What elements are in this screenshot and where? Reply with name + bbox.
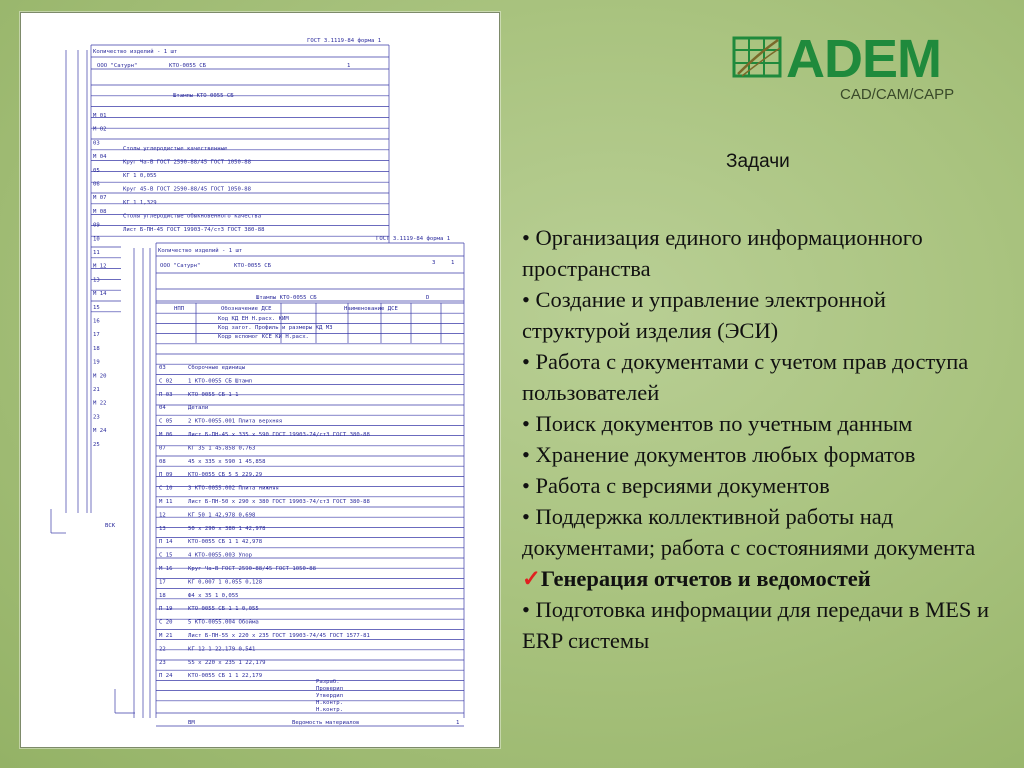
front-row-text: КГ 0,007 1 0,055 0,128 xyxy=(188,579,263,586)
back-row-number: 11 xyxy=(93,250,100,256)
back-row-text: Круг 45-В ГОСТ 2590-88/45 ГОСТ 1050-88 xyxy=(123,186,251,193)
bullet-icon: • xyxy=(522,473,536,498)
back-header: Количество изделий - 1 шт xyxy=(93,49,178,55)
back-row-number: М 02 xyxy=(93,126,107,133)
front-row-number: П 24 xyxy=(159,673,173,680)
task-item-text: Организация единого информационного пространства xyxy=(522,225,923,281)
back-row-number: 19 xyxy=(93,359,100,366)
front-row-number: С 02 xyxy=(159,378,173,385)
front-footer-left: ВМ xyxy=(188,720,195,726)
front-row-text: 1 КТО-0055 СБ Штамп xyxy=(188,378,252,385)
front-row-number: 04 xyxy=(159,405,166,412)
front-row-number: С 20 xyxy=(159,619,173,626)
front-sign-label: Утвердил xyxy=(316,693,343,699)
document-preview xyxy=(20,12,500,748)
bullet-icon: • xyxy=(522,225,536,250)
front-row-text: 5 КТО-0055.004 Обойма xyxy=(188,619,259,626)
task-item xyxy=(522,222,992,284)
task-item xyxy=(522,470,992,501)
bullet-icon: • xyxy=(522,504,536,529)
front-company: ООО "Сатурн" xyxy=(160,263,201,269)
back-row-number: 06 xyxy=(93,181,100,188)
front-row-number: 12 xyxy=(159,512,166,519)
front-row-text: 4 КТО-0055.003 Упор xyxy=(188,552,252,559)
back-row-number: 21 xyxy=(93,387,100,393)
task-item-text: Работа с версиями документов xyxy=(535,473,830,498)
front-row-number: М 11 xyxy=(159,499,173,505)
front-row-number: 22 xyxy=(159,646,166,653)
front-sheet-b: 1 xyxy=(451,260,455,266)
back-row-number: 03 xyxy=(93,140,100,147)
front-row-number: 13 xyxy=(159,525,166,532)
front-row-text: КГ 50 1 42,978 0,698 xyxy=(188,512,256,519)
front-row-text: КТО-0055 СБ 1 1 42,978 xyxy=(188,539,263,546)
slide-title: Задачи xyxy=(726,151,790,172)
task-item-text: Работа с документами с учетом прав доступа пользователей xyxy=(522,349,969,405)
front-row-text: КГ 12 1 22,179 0,541 xyxy=(188,646,256,653)
front-row-number: С 10 xyxy=(159,485,173,492)
back-row-number: М 24 xyxy=(93,428,107,435)
back-row-text: Столы углеродистые обыкновенного качества xyxy=(123,213,262,220)
back-row-text: КГ 1 1,329 xyxy=(123,200,157,206)
front-row-number: 17 xyxy=(159,579,166,586)
adem-logo xyxy=(732,29,984,104)
front-row-text: КТО-0055 СБ 1 1 xyxy=(188,391,239,398)
back-row-number: М 07 xyxy=(93,195,107,202)
front-row-number: 08 xyxy=(159,458,166,465)
back-row-number: 05 xyxy=(93,167,100,174)
back-row-number: 09 xyxy=(93,222,100,229)
bullet-icon: • xyxy=(522,411,536,436)
front-row-text: 3 КТО-0055.002 Плита нижняя xyxy=(188,485,279,492)
front-row-number: М 21 xyxy=(159,633,173,639)
back-row-number: М 04 xyxy=(93,154,107,161)
front-row-text: Сборочные единицы xyxy=(188,365,246,371)
task-item xyxy=(522,346,992,408)
front-row-number: 23 xyxy=(159,659,166,666)
task-item xyxy=(522,563,992,594)
logo-mark-icon xyxy=(732,34,784,80)
front-row-number: П 19 xyxy=(159,606,173,613)
front-row-text: Лист Б-ПН-55 х 220 х 235 ГОСТ 19903-74/45 ГОСТ 1577-81 xyxy=(188,633,370,639)
back-row-number: М 20 xyxy=(93,373,107,380)
front-row-number: С 05 xyxy=(159,418,173,425)
back-row-number: 15 xyxy=(93,304,100,311)
back-row-number: 16 xyxy=(93,318,100,325)
front-code: КТО-0055 СБ xyxy=(234,263,272,269)
front-sub: Штампы КТО-0055 СБ xyxy=(256,295,317,301)
back-row-number: 10 xyxy=(93,236,100,243)
bullet-icon: • xyxy=(522,597,536,622)
bullet-icon: • xyxy=(522,349,536,374)
front-row-text: 2 КТО-0055.001 Плита верхняя xyxy=(188,418,283,425)
task-item xyxy=(522,284,992,346)
front-row-number: П 09 xyxy=(159,472,173,479)
front-sub-d: D xyxy=(426,295,430,301)
material-list-drawing xyxy=(21,13,499,747)
logo-word: ADEM xyxy=(786,29,941,89)
task-item xyxy=(522,501,992,563)
front-row-text: Лист Б-ПН-45 х 335 х 590 ГОСТ 19903-74/ст3 ГОСТ 380-88 xyxy=(188,432,370,438)
front-row-number: 03 xyxy=(159,365,166,371)
back-code: КТО-0055 СБ xyxy=(169,63,207,69)
front-head-col: НПП xyxy=(174,306,185,312)
front-sign-label: Проверил xyxy=(316,686,343,692)
front-footer-mid: Ведомость материалов xyxy=(292,720,360,726)
task-item-text: Поддержка коллективной работы над документами; работа с состояниями документа xyxy=(522,504,976,560)
task-item-text: Подготовка информации для передачи в MES и ERP системы xyxy=(522,597,989,653)
front-row-number: 18 xyxy=(159,592,166,599)
front-sheet-a: 3 xyxy=(432,260,436,266)
back-row-number: 17 xyxy=(93,332,100,339)
front-sign-label: Н.контр. xyxy=(316,700,343,706)
back-row-number: М 12 xyxy=(93,263,107,270)
front-footer-right: 1 xyxy=(456,720,460,726)
task-list xyxy=(522,222,992,656)
front-row-text: Детали xyxy=(188,405,209,412)
back-row-number: 25 xyxy=(93,441,100,448)
back-row-number: 13 xyxy=(93,277,100,284)
front-head-col: Наименование ДСЕ xyxy=(344,306,398,312)
front-row-number: П 14 xyxy=(159,539,173,546)
front-row-number: С 15 xyxy=(159,552,173,559)
front-head-row: Кодр вспомог КСЕ КИ Н.расх. xyxy=(218,334,309,340)
back-row-number: 18 xyxy=(93,345,100,352)
front-row-text: 45 х 335 х 590 1 45,858 xyxy=(188,458,266,465)
front-row-text: КГ 35 1 45,858 0,763 xyxy=(188,445,256,452)
task-item-text: Хранение документов любых форматов xyxy=(535,442,916,467)
task-item-text: Создание и управление электронной структурой изделия (ЭСИ) xyxy=(522,287,886,343)
front-row-number: М 16 xyxy=(159,566,173,572)
task-item xyxy=(522,439,992,470)
front-head-col: Обозначение ДСЕ xyxy=(221,306,272,312)
front-row-text: Лист Б-ПН-50 х 290 х 380 ГОСТ 19903-74/ст3 ГОСТ 380-88 xyxy=(188,499,370,505)
front-row-number: 07 xyxy=(159,445,166,452)
back-row-text: Лист Б-ПН-45 ГОСТ 19903-74/ст3 ГОСТ 380-88 xyxy=(123,227,265,233)
front-row-text: КТО-0055 СБ 1 1 0,055 xyxy=(188,606,259,613)
back-row-text: КГ 1 0,055 xyxy=(123,173,157,179)
back-gost: ГОСТ 3.1119-84 форма 1 xyxy=(307,38,382,44)
logo-subtitle: CAD/CAM/CAPP xyxy=(840,86,955,103)
front-head-row: Код КД ЕН Н.расх. КИМ xyxy=(218,316,289,322)
bullet-icon: • xyxy=(522,442,536,467)
back-row-text: Круг Ча-В ГОСТ 2590-88/45 ГОСТ 1050-88 xyxy=(123,159,251,166)
front-sign-label: Н.контр. xyxy=(316,707,343,713)
front-header: Количество изделий - 1 шт xyxy=(158,248,243,254)
task-item-text: Поиск документов по учетным данным xyxy=(535,411,913,436)
back-row-number: М 01 xyxy=(93,113,107,119)
front-head-row: Код загот. Профиль и размеры КД М3 xyxy=(218,325,333,331)
task-item xyxy=(522,594,992,656)
back-row-number: М 14 xyxy=(93,291,107,298)
back-sub: Штампы КТО-0055 СБ xyxy=(173,93,234,99)
back-sheet: 1 xyxy=(347,63,351,69)
back-row-number: 23 xyxy=(93,414,100,421)
front-row-text: КТО-0055 СБ 5 5 229,29 xyxy=(188,472,263,479)
front-row-text: Круг Ча-В ГОСТ 2590-88/45 ГОСТ 1050-88 xyxy=(188,566,316,572)
front-gost: ГОСТ 3.1119-84 форма 1 xyxy=(376,236,451,242)
bullet-icon: • xyxy=(522,287,536,312)
back-row-text: Столы углеродистые качественные xyxy=(123,146,228,152)
back-row-number: М 22 xyxy=(93,400,107,407)
front-sheet xyxy=(126,243,464,718)
front-row-text: 55 х 220 х 235 1 22,179 xyxy=(188,659,266,666)
front-row-number: П 03 xyxy=(159,391,173,398)
back-company: ООО "Сатурн" xyxy=(97,63,138,69)
task-item xyxy=(522,408,992,439)
front-row-text: Ф4 х 35 1 0,055 xyxy=(188,592,239,599)
back-row-number: М 08 xyxy=(93,208,107,215)
front-row-number: М 06 xyxy=(159,432,173,438)
front-sign-label: Разраб. xyxy=(316,679,340,685)
task-item-text: Генерация отчетов и ведомостей xyxy=(540,566,871,591)
checkmark-icon: ✓ xyxy=(522,566,541,591)
front-row-text: 50 х 290 х 380 1 42,978 xyxy=(188,525,266,532)
front-row-text: КТО-0055 СБ 1 1 22,179 xyxy=(188,673,263,680)
back-corner: ВСК xyxy=(105,523,116,529)
